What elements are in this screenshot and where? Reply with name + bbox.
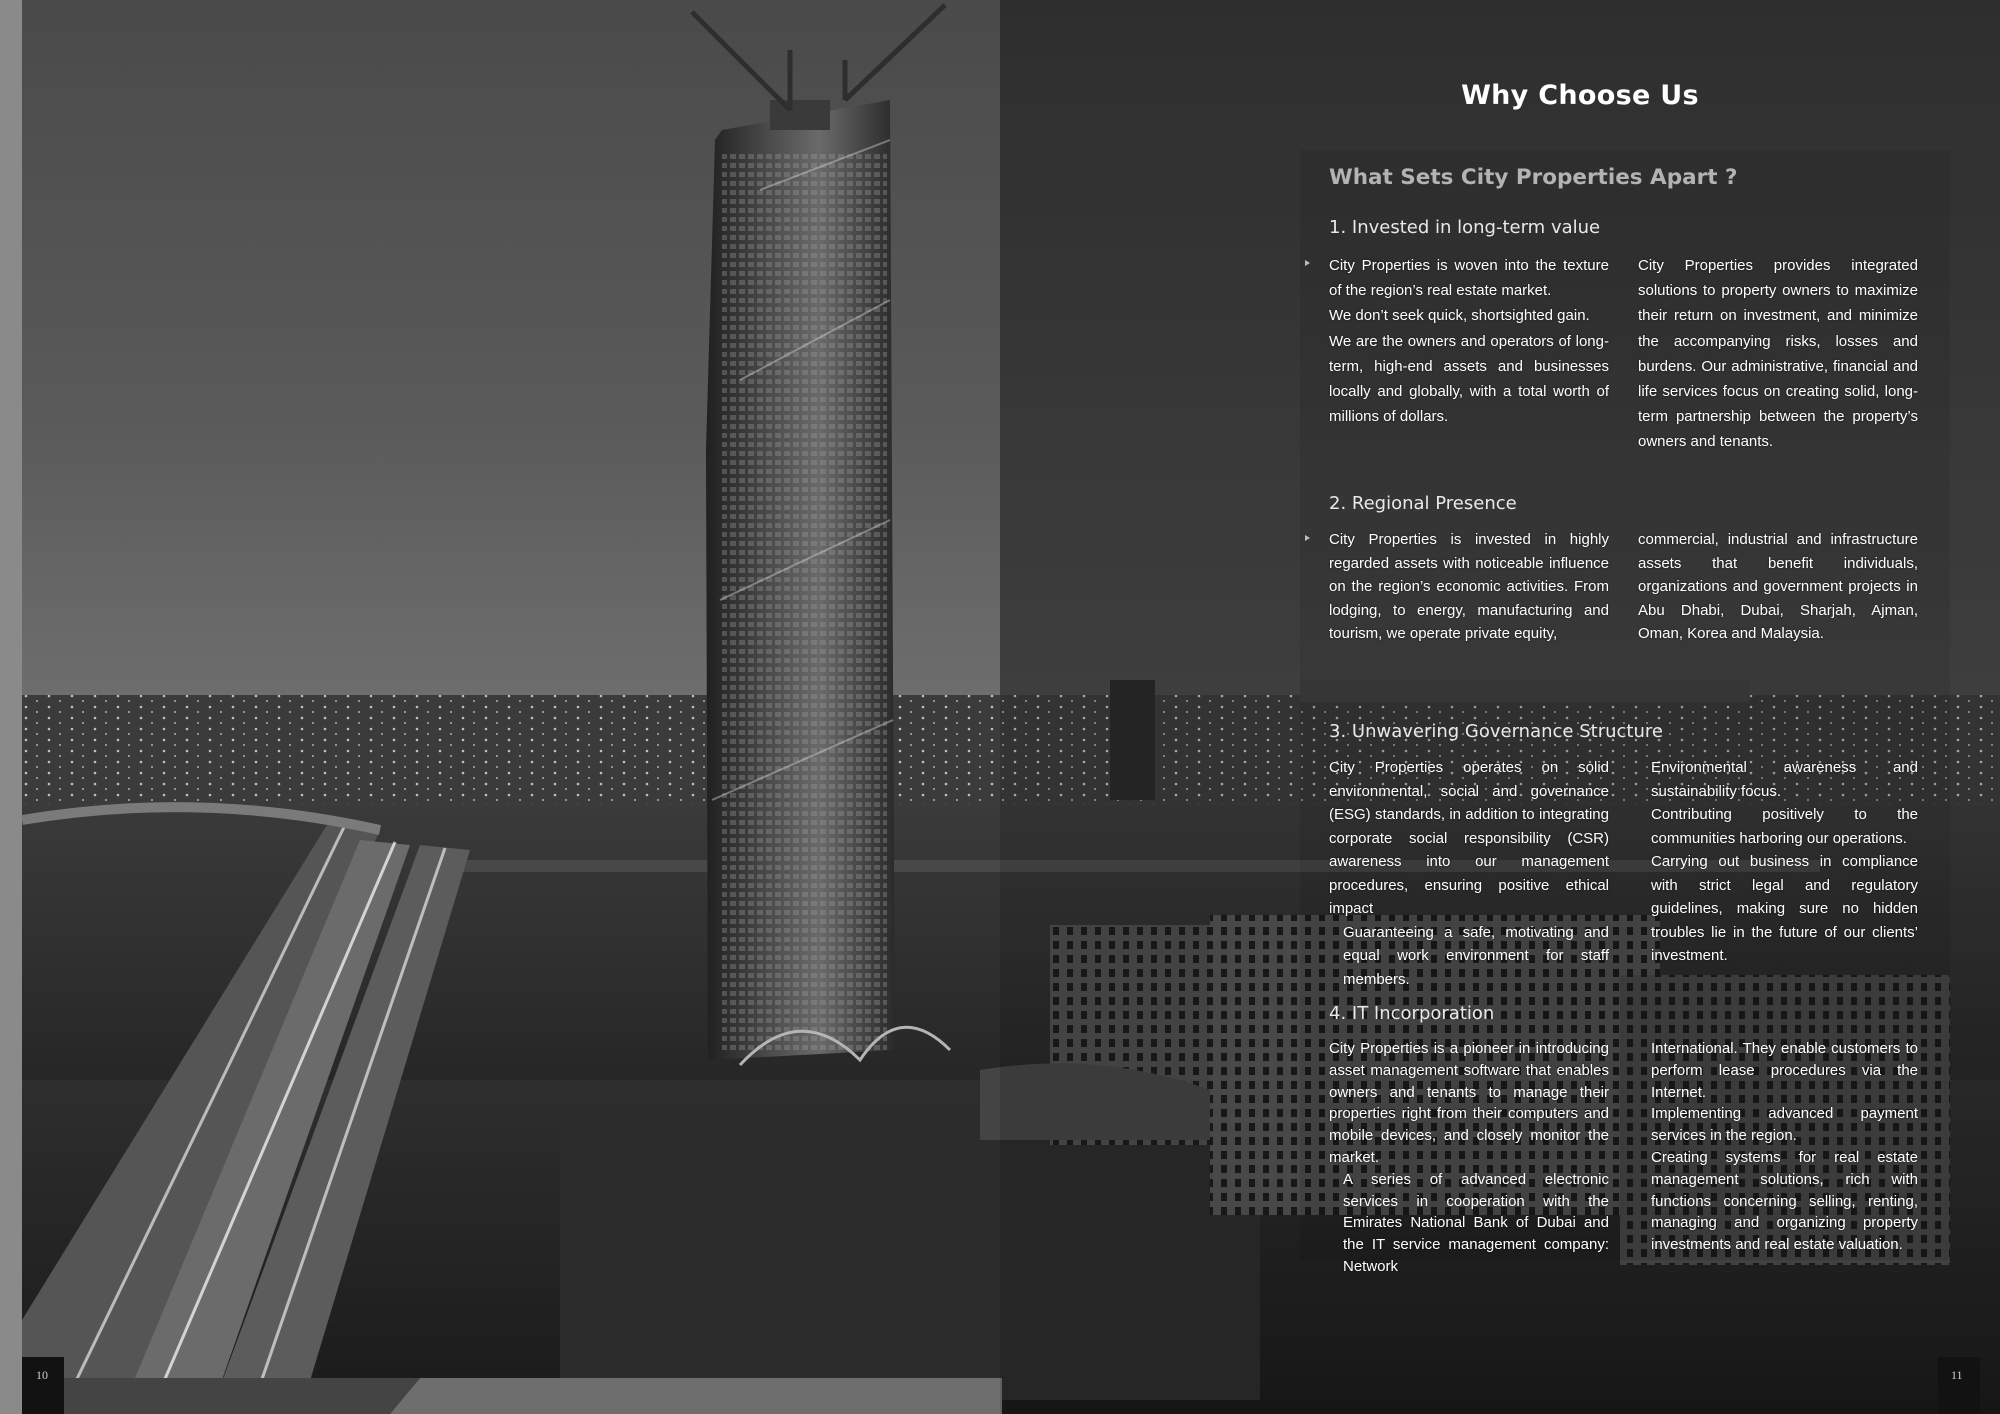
paragraph: International. They enable customers to perform lease procedures via the Internet. — [1651, 1040, 1918, 1101]
section-2-heading: 2. Regional Presence — [1329, 493, 1517, 514]
paragraph: City Properties operates on solid environmental, social and governance (ESG) standards, in addition to integrating corporate social responsibility (CSR) awareness into our management procedures, ensuring positive ethical impact — [1329, 759, 1609, 917]
section-4-col2 — [1651, 1038, 1918, 1256]
paragraph: Carrying out business in compliance with strict legal and regulatory guidelines, making sure no hidden troubles lie in the future of our clients’ investment. — [1651, 853, 1918, 964]
bullet-icon — [1305, 535, 1310, 541]
page-subtitle: What Sets City Properties Apart ? — [1329, 165, 1738, 190]
paragraph: A series of advanced electronic services in cooperation with the Emirates National Bank of Dubai and the IT service management company: Network — [1343, 1170, 1609, 1275]
page-number-left: 10 — [36, 1368, 48, 1382]
paragraph: City Properties is a pioneer in introducing asset management software that enables owners and tenants to manage their properties right from their computers and mobile devices, and closely monitor the market. — [1329, 1040, 1609, 1166]
section-1-col1 — [1329, 253, 1609, 429]
paragraph: Guaranteeing a safe, motivating and equal work environment for staff members. — [1343, 923, 1609, 988]
section-1-heading: 1. Invested in long-term value — [1329, 217, 1601, 238]
page-number-right: 11 — [1951, 1368, 1963, 1382]
section-3-col2 — [1651, 756, 1918, 968]
paragraph: Environmental awareness and sustainability focus. — [1651, 759, 1918, 800]
section-2-col2 — [1638, 528, 1918, 646]
section-4-heading: 4. IT Incorporation — [1329, 1003, 1495, 1024]
section-3-heading: 3. Unwavering Governance Structure — [1329, 721, 1663, 742]
paragraph: commercial, industrial and infrastructure assets that benefit individuals, organizations and government projects in Abu Dhabi, Dubai, Sharjah, Ajman, Oman, Korea and Malaysia. — [1638, 531, 1918, 642]
paragraph: We are the owners and operators of long-term, high-end assets and businesses locally and globally, with a total worth of millions of dollars. — [1329, 332, 1609, 426]
paragraph: Contributing positively to the communities harboring our operations. — [1651, 806, 1918, 847]
bullet-icon — [1305, 260, 1310, 266]
page-title: Why Choose Us — [1461, 80, 1699, 111]
section-4-col1 — [1329, 1038, 1609, 1278]
page-number-box-left — [22, 1357, 64, 1414]
section-3-col1 — [1329, 756, 1609, 991]
paragraph: City Properties is invested in highly regarded assets with noticeable influence on the region’s economic activities. From lodging, to energy, manufacturing and tourism, we operate private equity, — [1329, 531, 1609, 642]
section-1-col2 — [1638, 253, 1918, 455]
section-2-col1 — [1329, 528, 1609, 646]
paragraph: City Properties is woven into the texture of the region’s real estate market. — [1329, 257, 1609, 300]
paragraph: We don’t seek quick, shortsighted gain. — [1329, 307, 1590, 325]
paragraph: City Properties provides integrated solutions to property owners to maximize their return on investment, and minimize the accompanying risks, losses and burdens. Our administrative, financial and life services focus on creating solid, long-term partnership between the property’s owners and tenants. — [1638, 257, 1918, 451]
paragraph: Implementing advanced payment services in the region. — [1651, 1105, 1918, 1145]
page-number-box-right — [1938, 1357, 1980, 1414]
paragraph: Creating systems for real estate management solutions, rich with functions concerning selling, renting, managing and organizing property investments and real estate valuation. — [1651, 1148, 1918, 1254]
